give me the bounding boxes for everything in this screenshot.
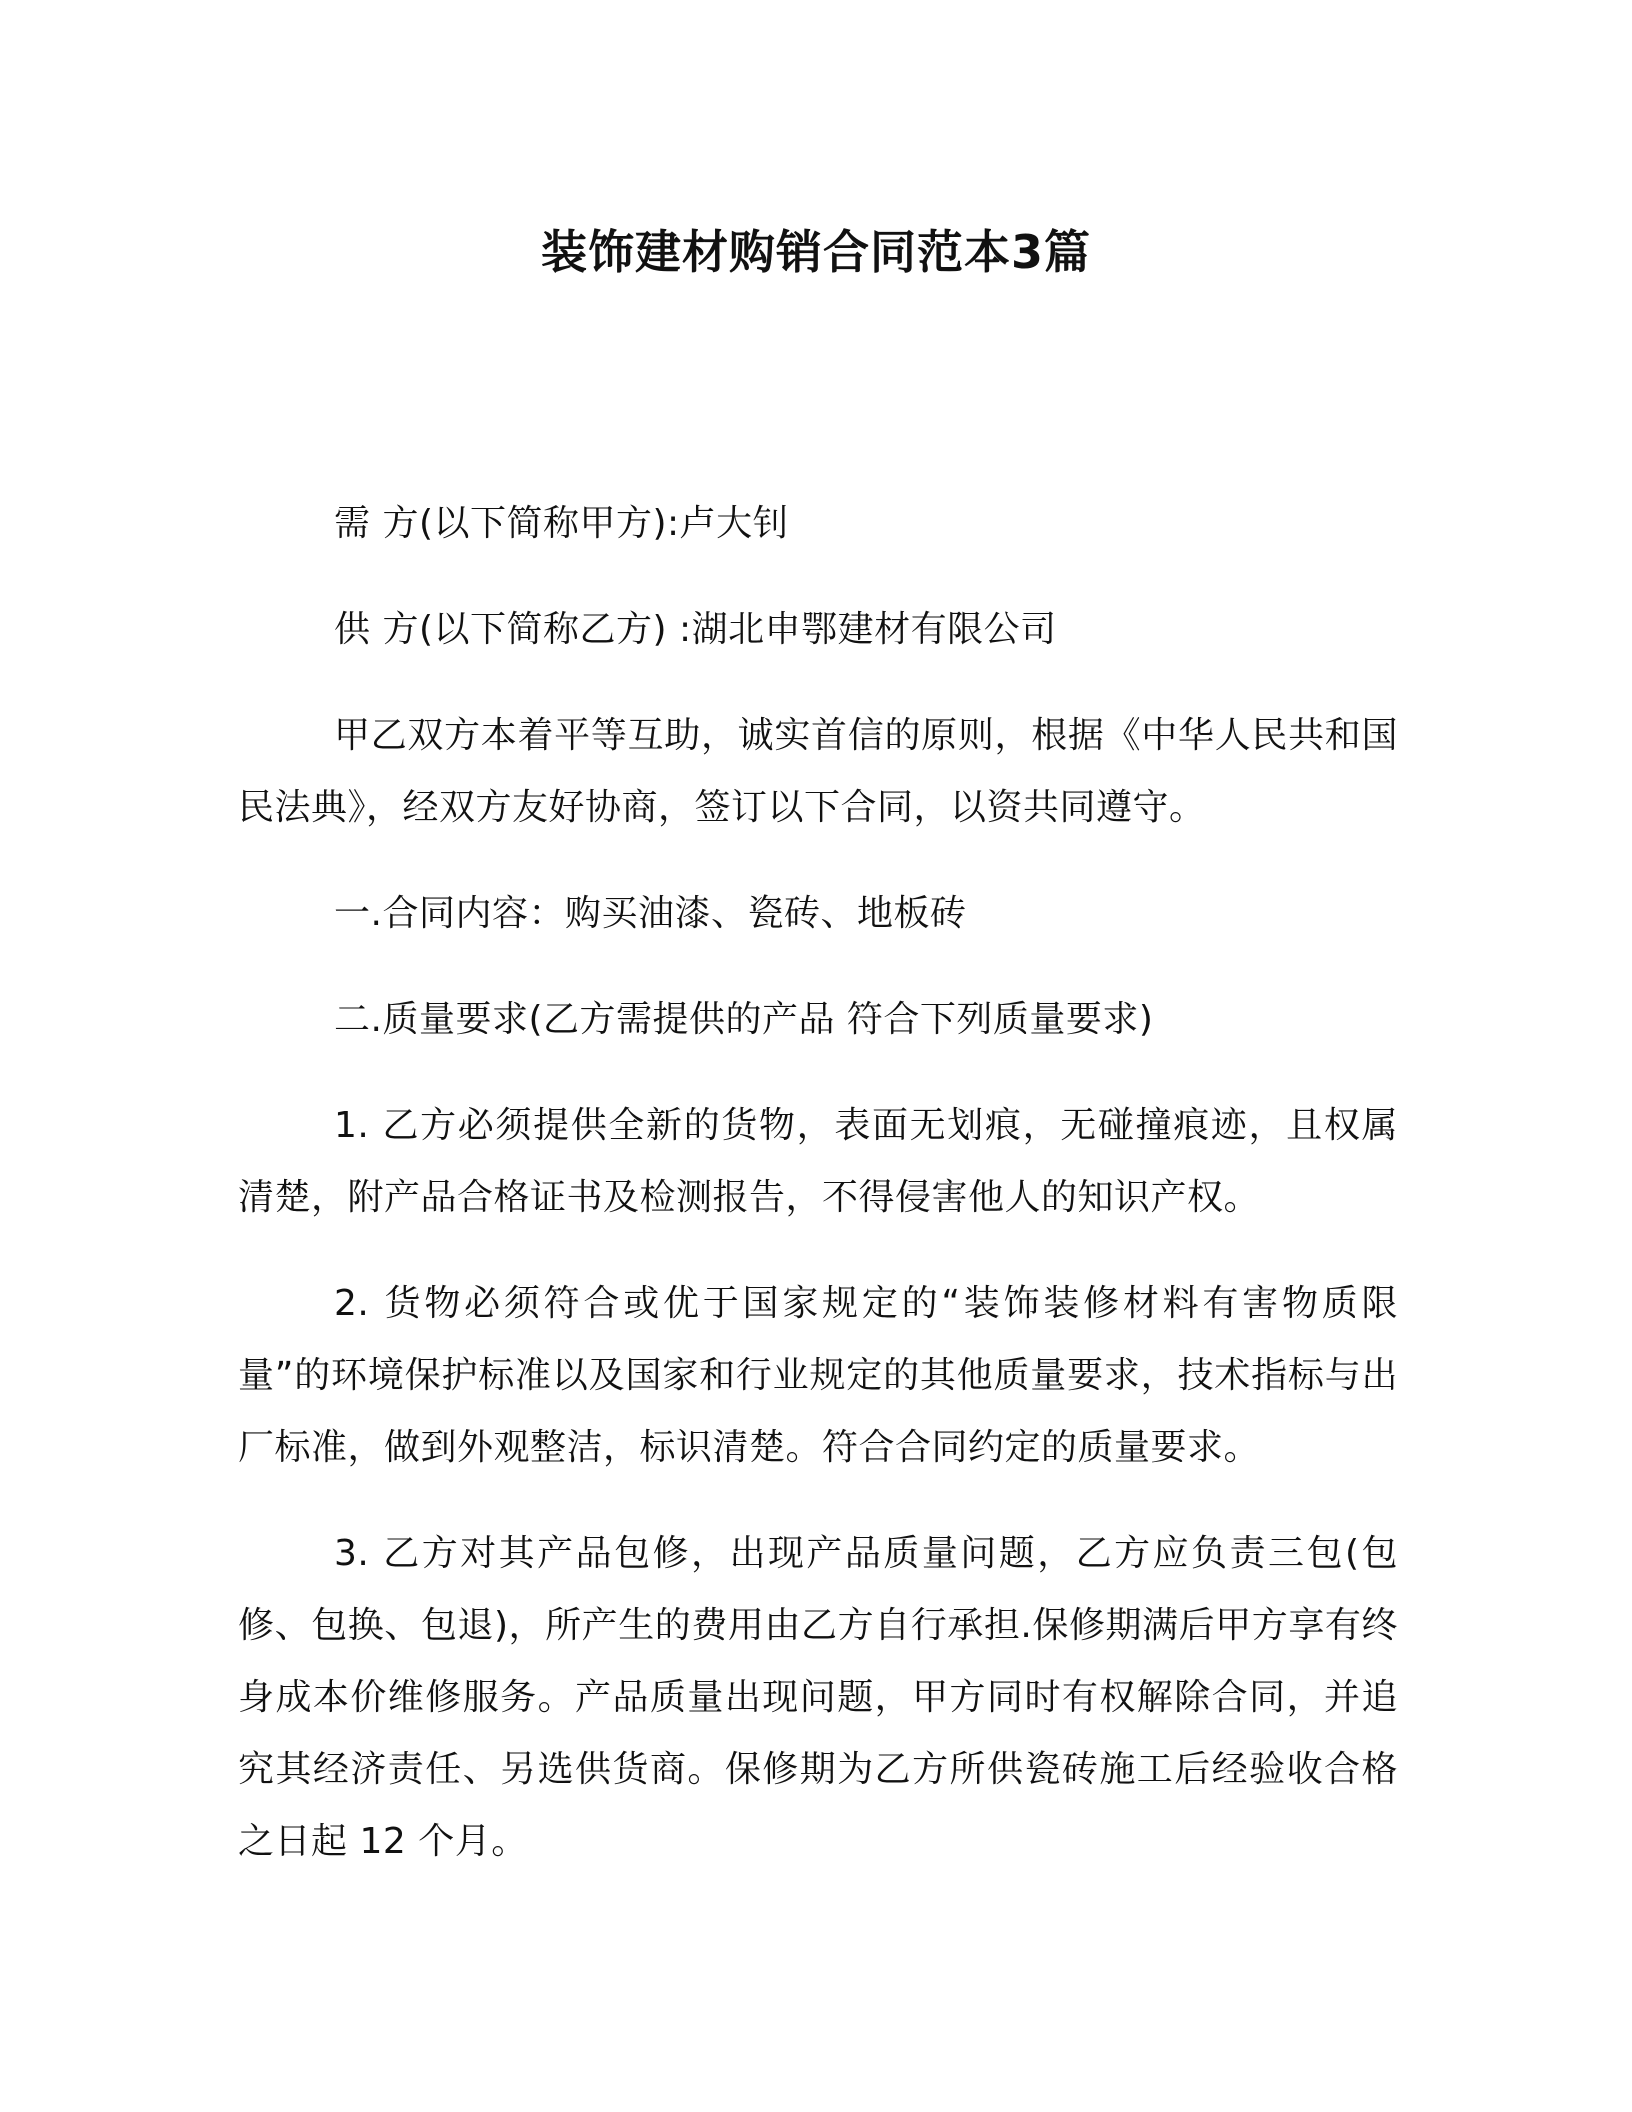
paragraph-item-3: 3. 乙方对其产品包修，出现产品质量问题，乙方应负责三包(包修、包换、包退)，所产生的费用由乙方自行承担.保修期满后甲方享有终身成本价维修服务。产品质量出现问题，甲方同时有权解除合同，并追究其经济责任、另选供货商。保修期为乙方所供瓷砖施工后经验收合格之日起 12 个月。 [238,1533,1398,1862]
document-body [238,488,1398,1878]
paragraph-party-a: 需 方(以下简称甲方):卢大钊 [334,503,790,544]
paragraph-party-b: 供 方(以下简称乙方) :湖北申鄂建材有限公司 [334,609,1057,650]
paragraph-section-2: 二.质量要求(乙方需提供的产品 符合下列质量要求) [334,999,1154,1040]
document-title: 装饰建材购销合同范本3篇 [540,225,1091,279]
paragraph-item-1: 1. 乙方必须提供全新的货物，表面无划痕，无碰撞痕迹，且权属清楚，附产品合格证书及检测报告，不得侵害他人的知识产权。 [238,1105,1398,1218]
paragraph-section-1: 一.合同内容：购买油漆、瓷砖、地板砖 [334,893,967,934]
paragraph-preamble: 甲乙双方本着平等互助，诚实首信的原则，根据《中华人民共和国民法典》，经双方友好协商，签订以下合同，以资共同遵守。 [238,715,1398,828]
paragraph-item-2: 2. 货物必须符合或优于国家规定的“装饰装修材料有害物质限量”的环境保护标准以及国家和行业规定的其他质量要求，技术指标与出厂标准，做到外观整洁，标识清楚。符合合同约定的质量要求。 [238,1283,1398,1468]
